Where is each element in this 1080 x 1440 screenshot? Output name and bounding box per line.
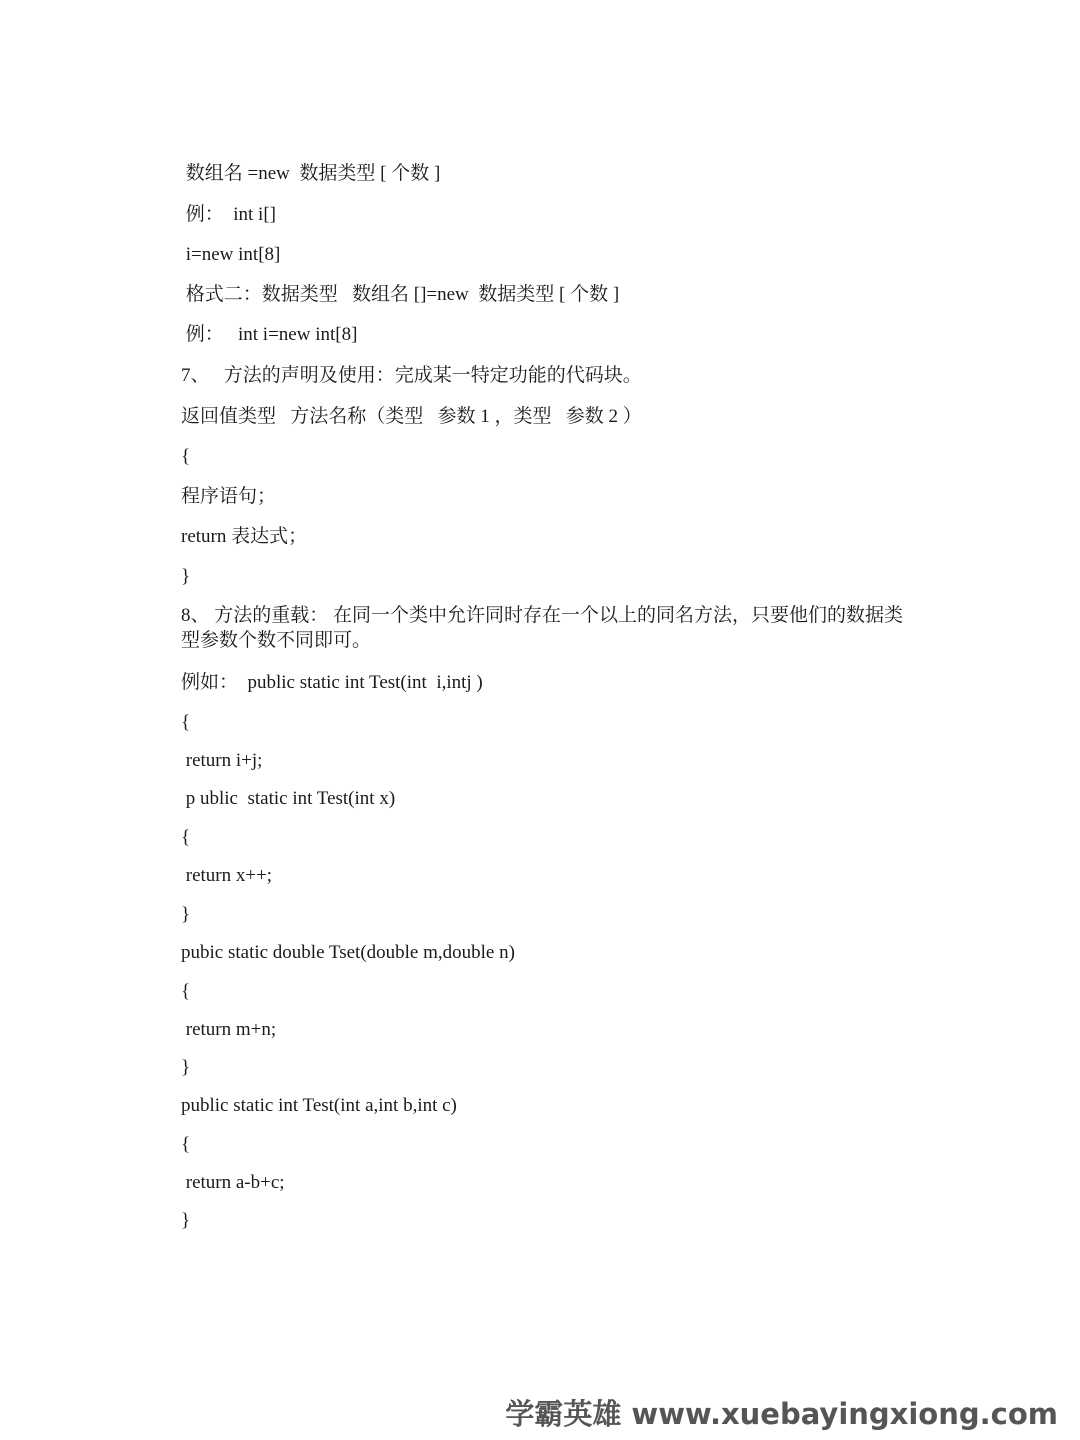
text-line: { (181, 712, 191, 733)
text-line: return i+j; (181, 750, 263, 771)
text-line: return x++; (181, 865, 273, 886)
text-line: public static int Test(int a,int b,int c) (181, 1095, 457, 1116)
text-line: 7、 方法的声明及使用：完成某一特定功能的代码块。 (181, 365, 642, 386)
text-line: { (181, 981, 191, 1002)
text-line: 例： int i[] (181, 204, 276, 225)
text-line: } (181, 1210, 191, 1231)
text-line: } (181, 904, 191, 925)
text-line: { (181, 1134, 191, 1155)
text-line: return a-b+c; (181, 1172, 285, 1193)
text-line: 数组名 =new 数据类型 [ 个数 ] (181, 163, 441, 184)
text-line: p ublic static int Test(int x) (181, 788, 396, 809)
text-line: } (181, 1057, 191, 1078)
text-line: { (181, 827, 191, 848)
text-line: 返回值类型 方法名称（类型 参数 1 ，类型 参数 2 ） (181, 406, 642, 427)
text-line: return 表达式； (181, 526, 308, 547)
text-line: return m+n; (181, 1019, 277, 1040)
text-line: { (181, 446, 191, 467)
text-paragraph: 8、 方法的重载： 在同一个类中允许同时存在一个以上的同名方法，只要他们的数据类型参数个数不同即可。 (181, 605, 904, 651)
text-line: i=new int[8] (181, 244, 281, 265)
text-line: 例： int i=new int[8] (181, 324, 358, 345)
text-line: pubic static double Tset(double m,double n) (181, 942, 515, 963)
text-line: 例如： public static int Test(int i,intj ) (181, 672, 483, 693)
text-line: 格式二：数据类型 数组名 []=new 数据类型 [ 个数 ] (181, 284, 620, 305)
text-line: 程序语句； (181, 486, 277, 507)
site-watermark: 学霸英雄 www.xuebayingxiong.com (505, 1397, 1058, 1431)
text-line: } (181, 566, 191, 587)
